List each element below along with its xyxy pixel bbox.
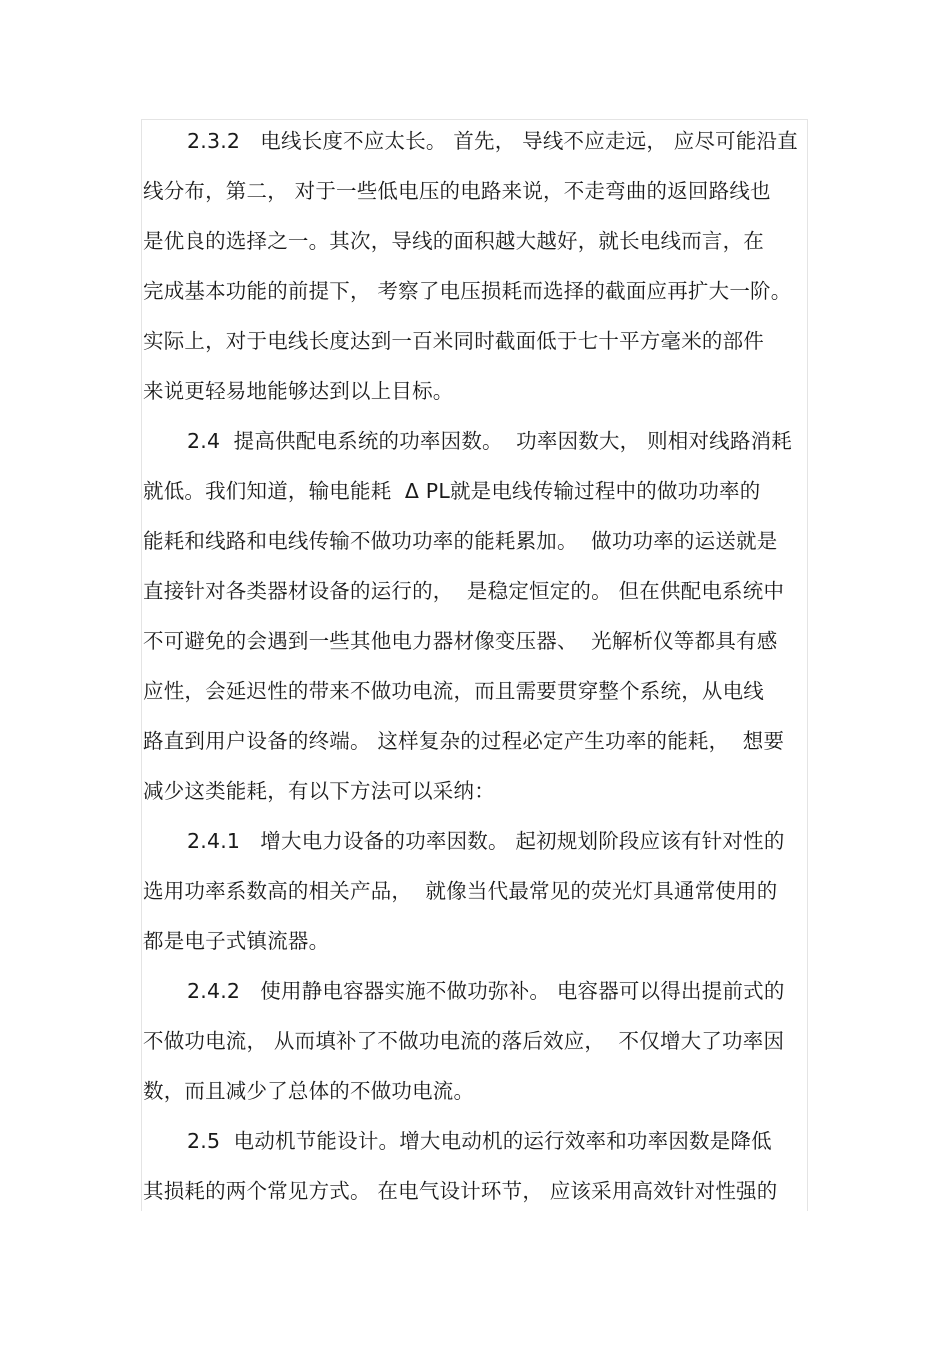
paragraph-2-4-line-5: 不可避免的会遇到一些其他电力器材像变压器、 光解析仪等都具有感 bbox=[143, 629, 778, 653]
paragraph-2-4-line-1: 2.4 提高供配电系统的功率因数。 功率因数大， 则相对线路消耗 bbox=[187, 429, 792, 453]
paragraph-2-4-1-line-1: 2.4.1 增大电力设备的功率因数。 起初规划阶段应该有针对性的 bbox=[187, 829, 785, 853]
paragraph-2-3-2-line-3: 是优良的选择之一。其次，导线的面积越大越好，就长电线而言，在 bbox=[143, 229, 764, 253]
paragraph-2-4-2-line-3: 数，而且减少了总体的不做功电流。 bbox=[143, 1079, 475, 1103]
paragraph-2-4-line-3: 能耗和线路和电线传输不做功功率的能耗累加。 做功功率的运送就是 bbox=[143, 529, 778, 553]
paragraph-2-3-2-line-5: 实际上，对于电线长度达到一百米同时截面低于七十平方毫米的部件 bbox=[143, 329, 764, 353]
paragraph-2-5-line-1: 2.5 电动机节能设计。增大电动机的运行效率和功率因数是降低 bbox=[187, 1129, 772, 1153]
paragraph-2-4-1-line-2: 选用功率系数高的相关产品， 就像当代最常见的荧光灯具通常使用的 bbox=[143, 879, 778, 903]
paragraph-2-4-line-7: 路直到用户设备的终端。 这样复杂的过程必定产生功率的能耗， 想要 bbox=[143, 729, 785, 753]
paragraph-2-4-2-line-2: 不做功电流， 从而填补了不做功电流的落后效应， 不仅增大了功率因 bbox=[143, 1029, 785, 1053]
paragraph-2-3-2-line-1: 2.3.2 电线长度不应太长。 首先， 导线不应走远， 应尽可能沿直 bbox=[187, 129, 798, 153]
paragraph-2-3-2-line-6: 来说更轻易地能够达到以上目标。 bbox=[143, 379, 454, 403]
paragraph-2-4-line-6: 应性，会延迟性的带来不做功电流，而且需要贯穿整个系统，从电线 bbox=[143, 679, 764, 703]
page-border-left bbox=[141, 119, 142, 1211]
paragraph-2-4-2-line-1: 2.4.2 使用静电容器实施不做功弥补。 电容器可以得出提前式的 bbox=[187, 979, 785, 1003]
paragraph-2-5-line-2: 其损耗的两个常见方式。 在电气设计环节， 应该采用高效针对性强的 bbox=[143, 1179, 778, 1203]
paragraph-2-3-2-line-4: 完成基本功能的前提下， 考察了电压损耗而选择的截面应再扩大一阶。 bbox=[143, 279, 792, 303]
page-border-right bbox=[807, 119, 808, 1211]
page-border-top bbox=[141, 119, 808, 120]
paragraph-2-3-2-line-2: 线分布，第二， 对于一些低电压的电路来说，不走弯曲的返回路线也 bbox=[143, 179, 771, 203]
paragraph-2-4-1-line-3: 都是电子式镇流器。 bbox=[143, 929, 330, 953]
paragraph-2-4-line-8: 减少这类能耗，有以下方法可以采纳： bbox=[143, 779, 495, 803]
paragraph-2-4-line-2: 就低。我们知道，输电能耗 Δ PL就是电线传输过程中的做功功率的 bbox=[143, 479, 761, 503]
paragraph-2-4-line-4: 直接针对各类器材设备的运行的， 是稳定恒定的。 但在供配电系统中 bbox=[143, 579, 785, 603]
